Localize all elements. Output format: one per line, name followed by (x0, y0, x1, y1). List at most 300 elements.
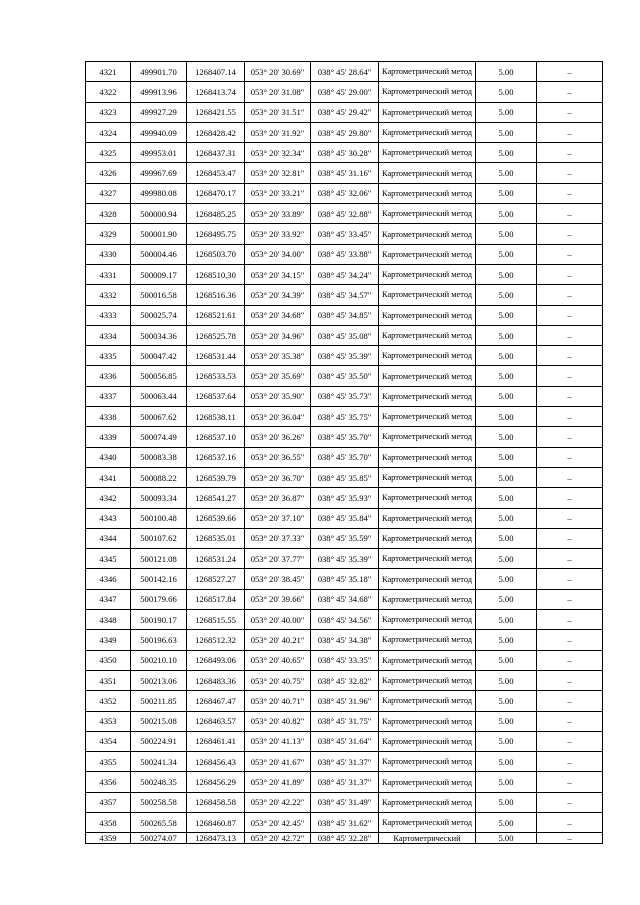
cell-y: 1268495.75 (187, 224, 245, 244)
cell-x: 500000.94 (131, 204, 187, 224)
cell-num: 4336 (86, 366, 131, 386)
cell-lon: 038° 45' 29.42" (311, 102, 379, 122)
cell-method: Картометрический метод (379, 285, 476, 305)
cell-x: 499980.08 (131, 183, 187, 203)
cell-value: 5.00 (476, 366, 537, 386)
cell-lon: 038° 45' 35.93" (311, 488, 379, 508)
cell-y: 1268527.27 (187, 569, 245, 589)
cell-lat: 053° 20' 42.45" (245, 812, 311, 832)
cell-method: Картометрический метод (379, 204, 476, 224)
cell-y: 1268463.57 (187, 711, 245, 731)
cell-x: 500142.16 (131, 569, 187, 589)
table-row (86, 630, 603, 650)
cell-lat: 053° 20' 40.75" (245, 670, 311, 690)
cell-value: 5.00 (476, 82, 537, 102)
table-row (86, 610, 603, 630)
cell-value: 5.00 (476, 833, 537, 844)
cell-lon: 038° 45' 32.88" (311, 204, 379, 224)
cell-note: – (537, 285, 603, 305)
cell-method: Картометрический метод (379, 366, 476, 386)
table-body (86, 62, 603, 844)
cell-num: 4345 (86, 549, 131, 569)
cell-y: 1268493.06 (187, 650, 245, 670)
cell-y: 1268453.47 (187, 163, 245, 183)
cell-y: 1268456.29 (187, 772, 245, 792)
table-row (86, 711, 603, 731)
cell-note: – (537, 102, 603, 122)
cell-y: 1268460.87 (187, 812, 245, 832)
cell-y: 1268473.13 (187, 833, 245, 844)
cell-y: 1268458.58 (187, 792, 245, 812)
cell-note: – (537, 82, 603, 102)
cell-note: – (537, 183, 603, 203)
cell-lon: 038° 45' 31.37" (311, 772, 379, 792)
table-row (86, 285, 603, 305)
cell-note: – (537, 650, 603, 670)
cell-num: 4357 (86, 792, 131, 812)
cell-note: – (537, 204, 603, 224)
cell-x: 499901.70 (131, 62, 187, 82)
cell-method: Картометрический метод (379, 407, 476, 427)
cell-method: Картометрический метод (379, 244, 476, 264)
cell-note: – (537, 812, 603, 832)
cell-lat: 053° 20' 36.04" (245, 407, 311, 427)
cell-x: 500004.46 (131, 244, 187, 264)
cell-y: 1268407.14 (187, 62, 245, 82)
cell-lat: 053° 20' 40.82" (245, 711, 311, 731)
table-row (86, 589, 603, 609)
cell-method: Картометрический метод (379, 528, 476, 548)
cell-lon: 038° 45' 28.64" (311, 62, 379, 82)
cell-lat: 053° 20' 41.67" (245, 752, 311, 772)
cell-x: 499913.96 (131, 82, 187, 102)
cell-y: 1268537.16 (187, 447, 245, 467)
cell-num: 4321 (86, 62, 131, 82)
cell-y: 1268533.53 (187, 366, 245, 386)
cell-method: Картометрический метод (379, 650, 476, 670)
cell-lat: 053° 20' 36.70" (245, 467, 311, 487)
cell-lon: 038° 45' 35.70" (311, 427, 379, 447)
cell-num: 4349 (86, 630, 131, 650)
cell-y: 1268503.70 (187, 244, 245, 264)
cell-lon: 038° 45' 35.84" (311, 508, 379, 528)
cell-num: 4325 (86, 143, 131, 163)
cell-method: Картометрический метод (379, 305, 476, 325)
cell-lon: 038° 45' 35.39" (311, 346, 379, 366)
cell-x: 500179.66 (131, 589, 187, 609)
cell-lat: 053° 20' 40.65" (245, 650, 311, 670)
cell-x: 500190.17 (131, 610, 187, 630)
cell-method: Картометрический метод (379, 467, 476, 487)
cell-num: 4328 (86, 204, 131, 224)
table-row (86, 508, 603, 528)
cell-value: 5.00 (476, 143, 537, 163)
cell-lat: 053° 20' 30.69" (245, 62, 311, 82)
cell-lon: 038° 45' 35.50" (311, 366, 379, 386)
cell-lon: 038° 45' 32.82" (311, 670, 379, 690)
cell-note: – (537, 467, 603, 487)
cell-y: 1268515.55 (187, 610, 245, 630)
cell-lat: 053° 20' 31.92" (245, 122, 311, 142)
cell-y: 1268437.31 (187, 143, 245, 163)
cell-y: 1268537.10 (187, 427, 245, 447)
cell-method: Картометрический (379, 833, 476, 844)
table-row (86, 467, 603, 487)
cell-num: 4339 (86, 427, 131, 447)
cell-value: 5.00 (476, 285, 537, 305)
cell-x: 500067.62 (131, 407, 187, 427)
table-row (86, 346, 603, 366)
cell-note: – (537, 224, 603, 244)
cell-lon: 038° 45' 32.28" (311, 833, 379, 844)
cell-x: 500088.22 (131, 467, 187, 487)
cell-x: 500274.07 (131, 833, 187, 844)
cell-lat: 053° 20' 42.72" (245, 833, 311, 844)
table-row (86, 792, 603, 812)
table-row (86, 447, 603, 467)
cell-lat: 053° 20' 33.89" (245, 204, 311, 224)
cell-note: – (537, 244, 603, 264)
cell-lat: 053° 20' 36.55" (245, 447, 311, 467)
cell-num: 4347 (86, 589, 131, 609)
cell-y: 1268413.74 (187, 82, 245, 102)
cell-x: 500213.06 (131, 670, 187, 690)
cell-lat: 053° 20' 40.21" (245, 630, 311, 650)
table-row (86, 569, 603, 589)
cell-method: Картометрический метод (379, 589, 476, 609)
cell-value: 5.00 (476, 630, 537, 650)
cell-note: – (537, 264, 603, 284)
cell-x: 500063.44 (131, 386, 187, 406)
cell-note: – (537, 407, 603, 427)
table-row (86, 528, 603, 548)
cell-value: 5.00 (476, 447, 537, 467)
cell-method: Картометрический метод (379, 325, 476, 345)
cell-method: Картометрический метод (379, 772, 476, 792)
cell-num: 4356 (86, 772, 131, 792)
cell-x: 500121.08 (131, 549, 187, 569)
cell-y: 1268539.79 (187, 467, 245, 487)
cell-lat: 053° 20' 41.13" (245, 731, 311, 751)
cell-note: – (537, 508, 603, 528)
table-row (86, 163, 603, 183)
cell-lat: 053° 20' 32.81" (245, 163, 311, 183)
cell-value: 5.00 (476, 772, 537, 792)
cell-method: Картометрический метод (379, 143, 476, 163)
cell-lat: 053° 20' 35.38" (245, 346, 311, 366)
cell-y: 1268517.84 (187, 589, 245, 609)
cell-lon: 038° 45' 35.85" (311, 467, 379, 487)
cell-num: 4346 (86, 569, 131, 589)
cell-y: 1268538.11 (187, 407, 245, 427)
table-row (86, 305, 603, 325)
cell-method: Картометрический метод (379, 163, 476, 183)
cell-y: 1268521.61 (187, 305, 245, 325)
cell-method: Картометрический метод (379, 488, 476, 508)
cell-num: 4333 (86, 305, 131, 325)
table-row (86, 366, 603, 386)
cell-lat: 053° 20' 37.33" (245, 528, 311, 548)
cell-lon: 038° 45' 34.57" (311, 285, 379, 305)
cell-x: 500258.58 (131, 792, 187, 812)
cell-y: 1268510.30 (187, 264, 245, 284)
cell-method: Картометрический метод (379, 610, 476, 630)
cell-x: 500215.08 (131, 711, 187, 731)
cell-note: – (537, 386, 603, 406)
cell-method: Картометрический метод (379, 812, 476, 832)
cell-note: – (537, 833, 603, 844)
cell-num: 4324 (86, 122, 131, 142)
cell-lon: 038° 45' 31.75" (311, 711, 379, 731)
table-row (86, 264, 603, 284)
cell-lat: 053° 20' 32.34" (245, 143, 311, 163)
cell-note: – (537, 488, 603, 508)
cell-note: – (537, 366, 603, 386)
cell-lat: 053° 20' 31.51" (245, 102, 311, 122)
cell-num: 4334 (86, 325, 131, 345)
table-row (86, 691, 603, 711)
cell-y: 1268485.25 (187, 204, 245, 224)
cell-method: Картометрический метод (379, 549, 476, 569)
table-row (86, 102, 603, 122)
cell-note: – (537, 346, 603, 366)
cell-value: 5.00 (476, 204, 537, 224)
cell-num: 4359 (86, 833, 131, 844)
cell-value: 5.00 (476, 752, 537, 772)
cell-method: Картометрический метод (379, 670, 476, 690)
cell-num: 4355 (86, 752, 131, 772)
cell-value: 5.00 (476, 102, 537, 122)
cell-y: 1268467.47 (187, 691, 245, 711)
cell-value: 5.00 (476, 224, 537, 244)
cell-num: 4341 (86, 467, 131, 487)
table-row (86, 386, 603, 406)
cell-x: 500074.49 (131, 427, 187, 447)
cell-lat: 053° 20' 34.39" (245, 285, 311, 305)
cell-num: 4338 (86, 407, 131, 427)
cell-num: 4322 (86, 82, 131, 102)
cell-num: 4323 (86, 102, 131, 122)
cell-method: Картометрический метод (379, 569, 476, 589)
cell-lon: 038° 45' 33.45" (311, 224, 379, 244)
cell-method: Картометрический метод (379, 731, 476, 751)
cell-x: 500025.74 (131, 305, 187, 325)
cell-y: 1268539.66 (187, 508, 245, 528)
cell-value: 5.00 (476, 792, 537, 812)
cell-note: – (537, 691, 603, 711)
cell-num: 4337 (86, 386, 131, 406)
cell-lat: 053° 20' 42.22" (245, 792, 311, 812)
cell-lat: 053° 20' 40.71" (245, 691, 311, 711)
cell-value: 5.00 (476, 163, 537, 183)
cell-y: 1268483.36 (187, 670, 245, 690)
table-row (86, 833, 603, 844)
cell-value: 5.00 (476, 427, 537, 447)
cell-lat: 053° 20' 35.69" (245, 366, 311, 386)
cell-lon: 038° 45' 35.73" (311, 386, 379, 406)
table-row (86, 183, 603, 203)
cell-method: Картометрический метод (379, 711, 476, 731)
table-row (86, 549, 603, 569)
cell-note: – (537, 549, 603, 569)
cell-y: 1268516.36 (187, 285, 245, 305)
cell-x: 499940.09 (131, 122, 187, 142)
cell-value: 5.00 (476, 467, 537, 487)
cell-value: 5.00 (476, 508, 537, 528)
cell-note: – (537, 792, 603, 812)
cell-num: 4343 (86, 508, 131, 528)
cell-value: 5.00 (476, 264, 537, 284)
cell-y: 1268525.78 (187, 325, 245, 345)
cell-x: 500211.85 (131, 691, 187, 711)
cell-lat: 053° 20' 37.77" (245, 549, 311, 569)
cell-lat: 053° 20' 40.00" (245, 610, 311, 630)
cell-lon: 038° 45' 34.68" (311, 589, 379, 609)
cell-method: Картометрический метод (379, 102, 476, 122)
cell-value: 5.00 (476, 812, 537, 832)
cell-num: 4332 (86, 285, 131, 305)
cell-lon: 038° 45' 31.16" (311, 163, 379, 183)
cell-note: – (537, 528, 603, 548)
cell-lon: 038° 45' 34.38" (311, 630, 379, 650)
cell-y: 1268428.42 (187, 122, 245, 142)
table-row (86, 812, 603, 832)
cell-y: 1268541.27 (187, 488, 245, 508)
cell-note: – (537, 569, 603, 589)
cell-note: – (537, 610, 603, 630)
cell-lon: 038° 45' 31.37" (311, 752, 379, 772)
cell-note: – (537, 143, 603, 163)
cell-lat: 053° 20' 31.08" (245, 82, 311, 102)
cell-value: 5.00 (476, 305, 537, 325)
cell-x: 500265.58 (131, 812, 187, 832)
cell-note: – (537, 325, 603, 345)
table-row (86, 427, 603, 447)
table-row (86, 731, 603, 751)
cell-lon: 038° 45' 31.49" (311, 792, 379, 812)
cell-value: 5.00 (476, 731, 537, 751)
cell-lon: 038° 45' 29.00" (311, 82, 379, 102)
table-row (86, 772, 603, 792)
cell-x: 500056.85 (131, 366, 187, 386)
cell-value: 5.00 (476, 569, 537, 589)
cell-x: 500034.36 (131, 325, 187, 345)
table-row (86, 670, 603, 690)
cell-num: 4335 (86, 346, 131, 366)
cell-note: – (537, 305, 603, 325)
cell-lon: 038° 45' 31.62" (311, 812, 379, 832)
cell-x: 500100.48 (131, 508, 187, 528)
cell-lon: 038° 45' 29.80" (311, 122, 379, 142)
cell-method: Картометрический метод (379, 82, 476, 102)
cell-x: 499927.29 (131, 102, 187, 122)
cell-method: Картометрический метод (379, 508, 476, 528)
cell-x: 500009.17 (131, 264, 187, 284)
cell-value: 5.00 (476, 691, 537, 711)
cell-lat: 053° 20' 34.00" (245, 244, 311, 264)
cell-lon: 038° 45' 35.75" (311, 407, 379, 427)
cell-x: 500001.90 (131, 224, 187, 244)
cell-method: Картометрический метод (379, 346, 476, 366)
cell-note: – (537, 731, 603, 751)
cell-lon: 038° 45' 34.56" (311, 610, 379, 630)
table-row (86, 82, 603, 102)
cell-value: 5.00 (476, 549, 537, 569)
cell-note: – (537, 772, 603, 792)
cell-lon: 038° 45' 35.39" (311, 549, 379, 569)
cell-num: 4340 (86, 447, 131, 467)
cell-lat: 053° 20' 36.26" (245, 427, 311, 447)
cell-x: 500210.10 (131, 650, 187, 670)
cell-lon: 038° 45' 34.85" (311, 305, 379, 325)
cell-x: 500224.91 (131, 731, 187, 751)
cell-num: 4352 (86, 691, 131, 711)
table-row (86, 650, 603, 670)
cell-lon: 038° 45' 34.24" (311, 264, 379, 284)
cell-y: 1268531.44 (187, 346, 245, 366)
cell-method: Картометрический метод (379, 386, 476, 406)
cell-y: 1268470.17 (187, 183, 245, 203)
cell-note: – (537, 62, 603, 82)
cell-lon: 038° 45' 35.59" (311, 528, 379, 548)
cell-lat: 053° 20' 34.15" (245, 264, 311, 284)
cell-lon: 038° 45' 33.88" (311, 244, 379, 264)
cell-lat: 053° 20' 36.87" (245, 488, 311, 508)
coordinates-table (85, 61, 603, 844)
cell-num: 4353 (86, 711, 131, 731)
cell-lon: 038° 45' 33.35" (311, 650, 379, 670)
cell-value: 5.00 (476, 589, 537, 609)
cell-lat: 053° 20' 37.10" (245, 508, 311, 528)
cell-num: 4344 (86, 528, 131, 548)
cell-value: 5.00 (476, 346, 537, 366)
cell-y: 1268512.32 (187, 630, 245, 650)
cell-lon: 038° 45' 31.64" (311, 731, 379, 751)
cell-value: 5.00 (476, 122, 537, 142)
cell-method: Картометрический метод (379, 427, 476, 447)
cell-num: 4350 (86, 650, 131, 670)
cell-note: – (537, 752, 603, 772)
table-row (86, 407, 603, 427)
cell-lon: 038° 45' 35.70" (311, 447, 379, 467)
cell-value: 5.00 (476, 325, 537, 345)
cell-note: – (537, 670, 603, 690)
table-row (86, 224, 603, 244)
cell-y: 1268531.24 (187, 549, 245, 569)
cell-x: 500248.35 (131, 772, 187, 792)
cell-lat: 053° 20' 33.21" (245, 183, 311, 203)
cell-y: 1268535.01 (187, 528, 245, 548)
cell-value: 5.00 (476, 528, 537, 548)
cell-x: 500196.63 (131, 630, 187, 650)
cell-note: – (537, 122, 603, 142)
cell-note: – (537, 447, 603, 467)
cell-x: 500241.34 (131, 752, 187, 772)
cell-lat: 053° 20' 39.66" (245, 589, 311, 609)
cell-y: 1268421.55 (187, 102, 245, 122)
cell-method: Картометрический метод (379, 630, 476, 650)
cell-lon: 038° 45' 35.08" (311, 325, 379, 345)
cell-lon: 038° 45' 30.28" (311, 143, 379, 163)
cell-y: 1268461.41 (187, 731, 245, 751)
cell-lat: 053° 20' 35.90" (245, 386, 311, 406)
cell-method: Картометрический метод (379, 264, 476, 284)
cell-num: 4342 (86, 488, 131, 508)
cell-y: 1268537.64 (187, 386, 245, 406)
cell-note: – (537, 163, 603, 183)
cell-num: 4330 (86, 244, 131, 264)
table-row (86, 62, 603, 82)
